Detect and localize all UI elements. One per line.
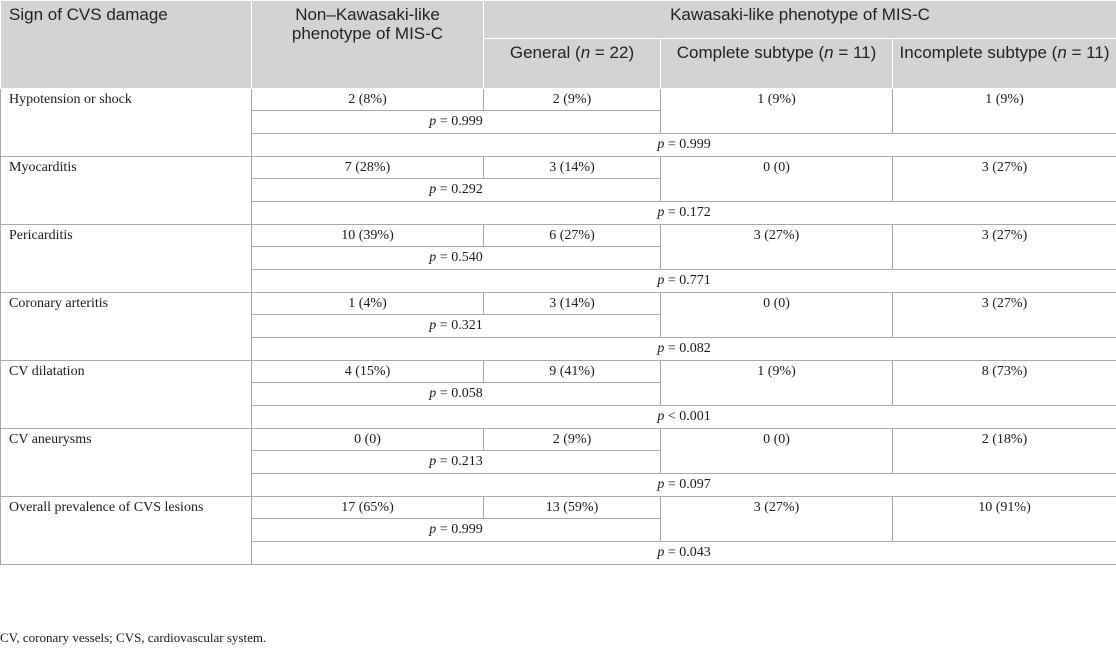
row-label: CV dilatation	[1, 361, 252, 429]
cell-p-all: p < 0.001	[252, 406, 1116, 429]
cell-general: 2 (9%)	[484, 429, 661, 451]
cell-non-kawasaki: 10 (39%)	[252, 225, 484, 247]
cell-p-pair: p = 0.213	[252, 451, 661, 474]
cell-p-pair: p = 0.999	[252, 519, 661, 542]
row-label: CV aneurysms	[1, 429, 252, 497]
stat-symbol: n	[580, 43, 591, 62]
cell-general: 9 (41%)	[484, 361, 661, 383]
cell-p-all: p = 0.999	[252, 134, 1116, 157]
stat-symbol: p	[429, 454, 437, 469]
table-row	[1, 225, 1116, 247]
cell-incomplete: 2 (18%)	[893, 429, 1116, 474]
table-row	[1, 157, 1116, 179]
cell-p-all: p = 0.097	[252, 474, 1116, 497]
stat-symbol: n	[1057, 43, 1067, 62]
cell-incomplete: 3 (27%)	[893, 293, 1116, 338]
stat-symbol: p	[429, 114, 437, 129]
cell-incomplete: 10 (91%)	[893, 497, 1116, 542]
cell-incomplete: 3 (27%)	[893, 225, 1116, 270]
table-row	[1, 361, 1116, 383]
header-non-kawasaki	[252, 1, 484, 89]
cell-non-kawasaki: 4 (15%)	[252, 361, 484, 383]
table-row	[1, 429, 1116, 451]
cell-general: 2 (9%)	[484, 89, 661, 111]
header-general: General (n = 22)	[484, 39, 661, 89]
table-body	[1, 89, 1116, 565]
cell-incomplete: 3 (27%)	[893, 157, 1116, 202]
stat-symbol: p	[657, 545, 665, 560]
table-row	[1, 89, 1116, 111]
stat-symbol: p	[657, 273, 665, 288]
cell-complete: 1 (9%)	[661, 361, 893, 406]
table-footnote: CV, coronary vessels; CVS, cardiovascular system.	[0, 630, 267, 645]
cell-complete: 1 (9%)	[661, 89, 893, 134]
header-sign: Sign of CVS damage	[1, 1, 252, 89]
table-row	[1, 497, 1116, 519]
stat-symbol: p	[657, 409, 665, 424]
cell-p-all: p = 0.082	[252, 338, 1116, 361]
cell-p-pair: p = 0.540	[252, 247, 661, 270]
cell-complete: 3 (27%)	[661, 497, 893, 542]
cell-p-all: p = 0.771	[252, 270, 1116, 293]
cell-general: 6 (27%)	[484, 225, 661, 247]
cell-p-all: p = 0.172	[252, 202, 1116, 225]
stat-symbol: p	[657, 477, 665, 492]
stat-symbol: p	[429, 386, 437, 401]
cell-incomplete: 8 (73%)	[893, 361, 1116, 406]
cell-non-kawasaki: 2 (8%)	[252, 89, 484, 111]
cell-incomplete: 1 (9%)	[893, 89, 1116, 134]
cell-general: 13 (59%)	[484, 497, 661, 519]
row-label: Overall prevalence of CVS lesions	[1, 497, 252, 565]
stat-symbol: p	[429, 250, 437, 265]
stat-symbol: p	[657, 205, 665, 220]
header-kawasaki-group: Kawasaki-like phenotype of MIS-C	[484, 1, 1116, 39]
cell-non-kawasaki: 7 (28%)	[252, 157, 484, 179]
cell-complete: 0 (0)	[661, 293, 893, 338]
cell-p-pair: p = 0.321	[252, 315, 661, 338]
stat-symbol: p	[657, 137, 665, 152]
cell-complete: 0 (0)	[661, 157, 893, 202]
header-complete: Complete subtype (n = 11)	[661, 39, 893, 89]
stat-symbol: n	[824, 43, 834, 62]
stat-symbol: p	[429, 522, 437, 537]
cell-non-kawasaki: 0 (0)	[252, 429, 484, 451]
row-label: Hypotension or shock	[1, 89, 252, 157]
cell-complete: 3 (27%)	[661, 225, 893, 270]
cell-non-kawasaki: 17 (65%)	[252, 497, 484, 519]
cell-p-pair: p = 0.292	[252, 179, 661, 202]
cell-complete: 0 (0)	[661, 429, 893, 474]
stat-symbol: p	[429, 182, 437, 197]
cell-non-kawasaki: 1 (4%)	[252, 293, 484, 315]
row-label: Coronary arteritis	[1, 293, 252, 361]
header-incomplete: Incomplete subtype (n = 11)	[893, 39, 1116, 89]
table-header	[1, 1, 1116, 89]
header-non-kawasaki-text: Non–Kawasaki-like phenotype of MIS-C	[291, 5, 444, 43]
cell-p-pair: p = 0.999	[252, 111, 661, 134]
cell-p-pair: p = 0.058	[252, 383, 661, 406]
row-label: Myocarditis	[1, 157, 252, 225]
cell-general: 3 (14%)	[484, 157, 661, 179]
stat-symbol: p	[429, 318, 437, 333]
table-row	[1, 293, 1116, 315]
cell-p-all: p = 0.043	[252, 542, 1116, 565]
row-label: Pericarditis	[1, 225, 252, 293]
cell-general: 3 (14%)	[484, 293, 661, 315]
stat-symbol: p	[657, 341, 665, 356]
